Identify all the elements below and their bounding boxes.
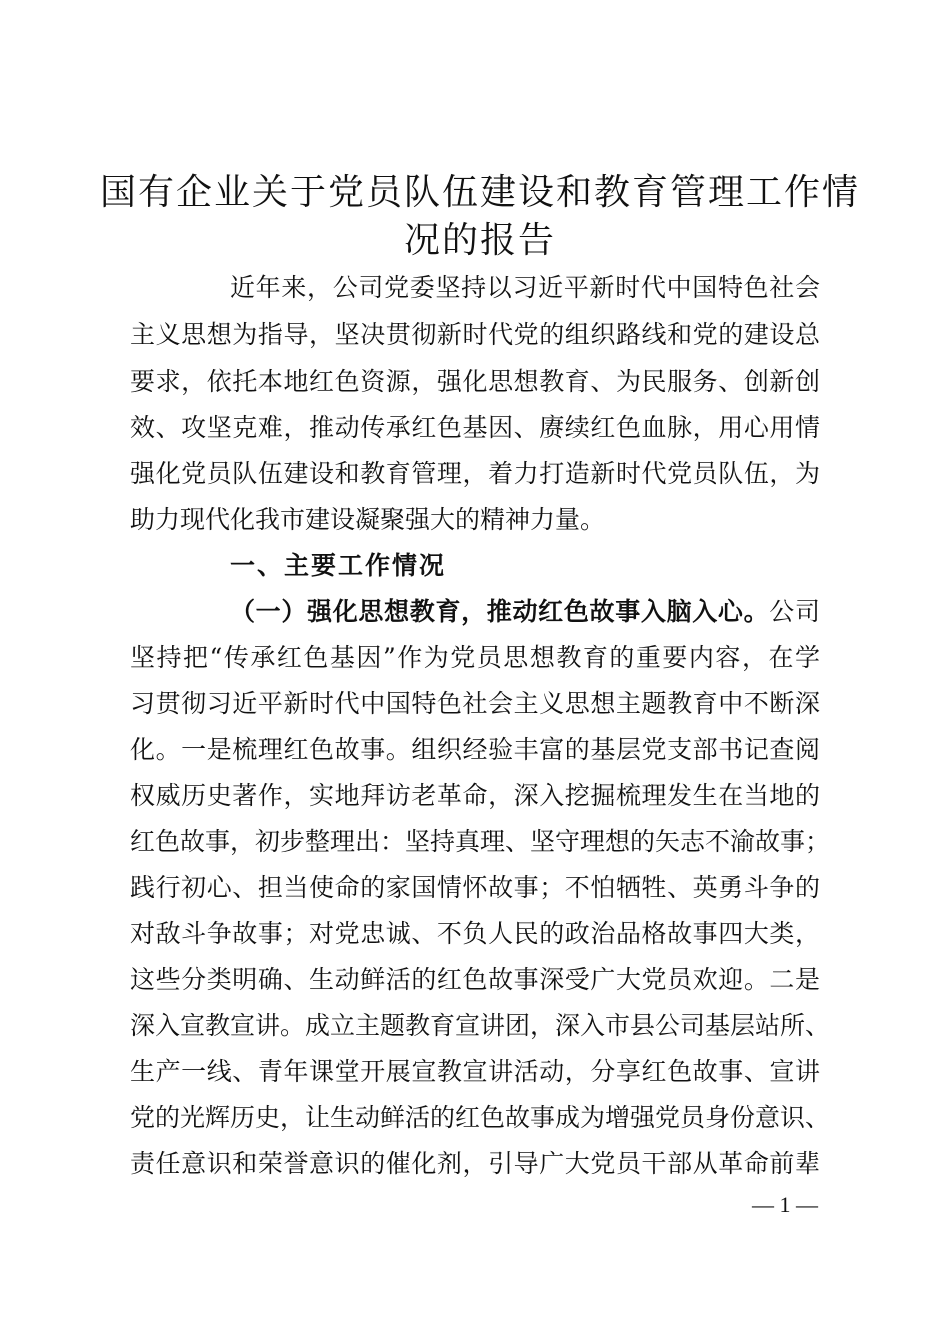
body-paragraph-line: 红色故事，初步整理出：坚持真理、坚守理想的矢志不渝故事；	[130, 827, 831, 856]
intro-paragraph-line: 效、攻坚克难，推动传承红色基因、赓续红色血脉，用心用情	[130, 413, 820, 442]
body-paragraph-line: 责任意识和荣誉意识的催化剂，引导广大党员干部从革命前辈	[130, 1149, 820, 1178]
section-heading: 一、主要工作情况	[230, 551, 447, 580]
intro-paragraph-line: 强化党员队伍建设和教育管理，着力打造新时代党员队伍，为	[130, 459, 820, 488]
body-paragraph-line: 习贯彻习近平新时代中国特色社会主义思想主题教育中不断深	[130, 689, 820, 718]
body-paragraph-line: 权威历史著作，实地拜访老革命，深入挖掘梳理发生在当地的	[130, 781, 820, 810]
body-paragraph-line: 坚持把“传承红色基因”作为党员思想教育的重要内容，在学	[130, 643, 820, 672]
subsection-first-line	[230, 592, 820, 632]
intro-paragraph-line: 要求，依托本地红色资源，强化思想教育、为民服务、创新创	[130, 367, 820, 396]
body-paragraph-line: 生产一线、青年课堂开展宣教宣讲活动，分享红色故事、宣讲	[130, 1057, 820, 1086]
subsection-heading: （一）强化思想教育，推动红色故事入脑入心。	[230, 597, 770, 626]
page-number: — 1 —	[752, 1192, 818, 1217]
document-title-line-1: 国有企业关于党员队伍建设和教育管理工作情	[100, 172, 861, 213]
body-paragraph-line: 践行初心、担当使命的家国情怀故事；不怕牺牲、英勇斗争的	[130, 873, 820, 902]
intro-paragraph-line: 助力现代化我市建设凝聚强大的精神力量。	[130, 505, 606, 534]
body-paragraph-line: 这些分类明确、生动鲜活的红色故事深受广大党员欢迎。二是	[130, 965, 820, 994]
intro-paragraph-line: 近年来，公司党委坚持以习近平新时代中国特色社会	[230, 273, 820, 302]
body-paragraph-line: 对敌斗争故事；对党忠诚、不负人民的政治品格故事四大类，	[130, 919, 820, 948]
body-paragraph-line: 党的光辉历史，让生动鲜活的红色故事成为增强党员身份意识、	[130, 1103, 831, 1132]
body-paragraph-line: 深入宣教宣讲。成立主题教育宣讲团，深入市县公司基层站所、	[130, 1011, 831, 1040]
body-paragraph-line: 化。一是梳理红色故事。组织经验丰富的基层党支部书记查阅	[130, 735, 820, 764]
intro-paragraph-line: 主义思想为指导，坚决贯彻新时代党的组织路线和党的建设总	[130, 320, 820, 349]
subsection-lead-text: 公司	[769, 597, 820, 626]
document-title-line-2: 况的报告	[403, 220, 556, 261]
